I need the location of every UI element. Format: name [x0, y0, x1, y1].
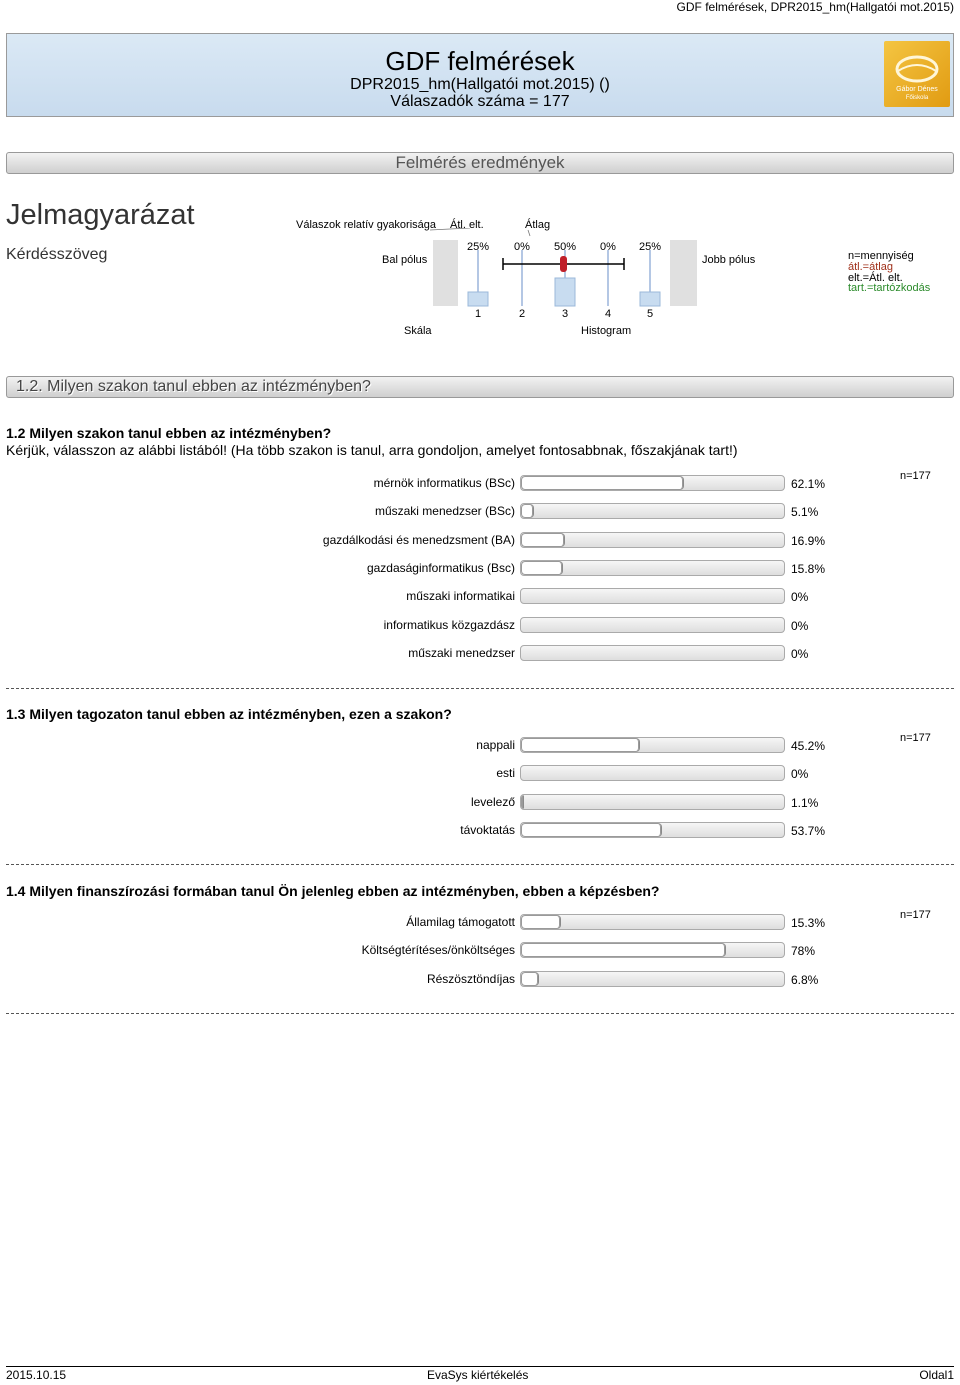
answer-label: Költségtérítéses/önköltséges: [361, 943, 515, 957]
answer-bar-fill: [521, 738, 640, 752]
answer-label: esti: [496, 766, 515, 780]
answer-label: Államilag támogatott: [406, 915, 515, 929]
legend-question-text: Kérdésszöveg: [6, 246, 108, 263]
title-box: [6, 33, 954, 117]
legend-histogram-bar: [640, 292, 660, 306]
answer-bar-track: [520, 503, 785, 519]
question-title: 1.4 Milyen finanszírozási formában tanul Ön jelenleg ebben az intézményben, ebben a képzésben?: [6, 883, 660, 899]
legend-rel-freq: Válaszok relatív gyakorisága: [296, 219, 437, 231]
answer-bar-fill: [521, 972, 539, 986]
legend-scale: Skála: [404, 325, 432, 337]
footer-page: Oldal1: [919, 1368, 954, 1382]
legend-scale-number: 5: [646, 308, 654, 320]
legend-right-pole: Jobb pólus: [702, 254, 756, 266]
answer-bar-fill: [521, 476, 684, 490]
answer-label: mérnök informatikus (BSc): [373, 476, 515, 490]
answer-percent: 15.3%: [791, 916, 826, 930]
answer-percent: 5.1%: [791, 505, 819, 519]
answer-bar-track: [520, 737, 785, 753]
answer-bar-fill: [521, 561, 563, 575]
legend-mean: Átlag: [525, 219, 551, 231]
answer-bar-track: [520, 645, 785, 661]
respondent-n: n=177: [900, 470, 931, 482]
respondent-n: n=177: [900, 732, 931, 744]
answer-label: műszaki menedzser: [408, 646, 515, 660]
answer-percent: 1.1%: [791, 796, 819, 810]
key-n: n=mennyiség: [848, 250, 914, 262]
answer-bar-fill: [521, 943, 726, 957]
answer-label: levelező: [470, 795, 515, 809]
answer-bar-fill: [521, 915, 561, 929]
legend-histogram-bar: [555, 278, 575, 306]
section-title: 1.2. Milyen szakon tanul ebben az intézményben?: [16, 378, 371, 395]
answer-bar-track: [520, 914, 785, 930]
answer-label: gazdaságinformatikus (Bsc): [366, 561, 515, 575]
answer-percent: 0%: [791, 590, 809, 604]
answer-bar-track: [520, 475, 785, 491]
survey-title: GDF felmérések: [385, 46, 575, 76]
answer-label: műszaki informatikai: [406, 589, 515, 603]
mean-marker: [560, 256, 567, 272]
answer-label: informatikus közgazdász: [383, 618, 515, 632]
question-separator: [6, 864, 954, 865]
logo-text-1: Gábor Dénes: [896, 86, 938, 93]
answer-bar-track: [520, 588, 785, 604]
answer-label: gazdálkodási és menedzsment (BA): [322, 533, 515, 547]
key-mean: átl.=átlag: [848, 261, 893, 273]
question-title: 1.3 Milyen tagozaton tanul ebben az intézményben, ezen a szakon?: [6, 706, 452, 722]
institution-logo: [884, 41, 950, 107]
running-header: GDF felmérések, DPR2015_hm(Hallgatói mot.2015): [676, 0, 954, 14]
answer-bar-track: [520, 822, 785, 838]
answer-bar-track: [520, 532, 785, 548]
answer-bar-fill: [521, 504, 534, 518]
key-abstain: tart.=tartózkodás: [848, 282, 931, 294]
question-subtitle: Kérjük, válasszon az alábbi listából! (Ha több szakon is tanul, arra gondoljon, amelyet fontosabbnak, főszakjának tart!): [6, 442, 738, 458]
answer-percent: 45.2%: [791, 739, 826, 753]
survey-subtitle: DPR2015_hm(Hallgatói mot.2015) (): [350, 76, 610, 93]
answer-percent: 0%: [791, 647, 809, 661]
answer-bar-track: [520, 794, 785, 810]
answer-bar-track: [520, 971, 785, 987]
results-bar: [6, 152, 954, 174]
answer-bar-track: [520, 942, 785, 958]
answer-percent: 15.8%: [791, 562, 826, 576]
answer-label: Részösztöndíjas: [426, 972, 515, 986]
left-pole-block: [433, 240, 458, 306]
legend-scale-number: 2: [518, 308, 526, 320]
legend-histogram: Histogram: [581, 325, 632, 337]
answer-percent: 0%: [791, 619, 809, 633]
question-title: 1.2 Milyen szakon tanul ebben az intézményben?: [6, 425, 332, 441]
question-separator: [6, 1013, 954, 1014]
legend-std-dev: Átl. elt.: [450, 219, 484, 231]
legend-pct-label: 25%: [466, 241, 490, 253]
legend-pct-label: 50%: [553, 241, 577, 253]
answer-percent: 78%: [791, 944, 816, 958]
legend-scale-number: 1: [474, 308, 482, 320]
results-bar-label: Felmérés eredmények: [395, 153, 565, 172]
right-pole-block: [670, 240, 697, 306]
logo-text-2: Főiskola: [905, 95, 929, 101]
answer-bar-track: [520, 560, 785, 576]
answer-percent: 0%: [791, 767, 809, 781]
legend-left-pole: Bal pólus: [382, 254, 428, 266]
respondent-count: Válaszadók száma = 177: [390, 93, 570, 110]
key-std: elt.=Átl. elt.: [848, 272, 903, 284]
answer-percent: 6.8%: [791, 973, 819, 987]
answer-percent: 16.9%: [791, 534, 826, 548]
legend-scale-number: 4: [604, 308, 612, 320]
legend-pct-label: 25%: [638, 241, 662, 253]
answer-label: nappali: [476, 738, 515, 752]
respondent-n: n=177: [900, 909, 931, 921]
answer-bar-fill: [521, 795, 524, 809]
question-separator: [6, 688, 954, 689]
answer-percent: 53.7%: [791, 824, 826, 838]
answer-label: műszaki menedzser (BSc): [374, 504, 515, 518]
footer-center: EvaSys kiértékelés: [427, 1368, 529, 1382]
legend-pct-label: 0%: [600, 241, 616, 253]
legend-diagram: [430, 228, 710, 324]
answer-percent: 62.1%: [791, 477, 826, 491]
answer-bar-track: [520, 765, 785, 781]
section-bar: [6, 376, 954, 398]
legend-histogram-bar: [468, 292, 488, 306]
answer-bar-fill: [521, 823, 662, 837]
answer-label: távoktatás: [460, 823, 515, 837]
legend-title: Jelmagyarázat: [6, 199, 195, 231]
legend-pct-label: 0%: [514, 241, 530, 253]
answer-bar-fill: [521, 533, 565, 547]
footer-date: 2015.10.15: [6, 1368, 67, 1382]
footer-line: [6, 1366, 954, 1367]
answer-bar-track: [520, 617, 785, 633]
legend-scale-number: 3: [561, 308, 569, 320]
